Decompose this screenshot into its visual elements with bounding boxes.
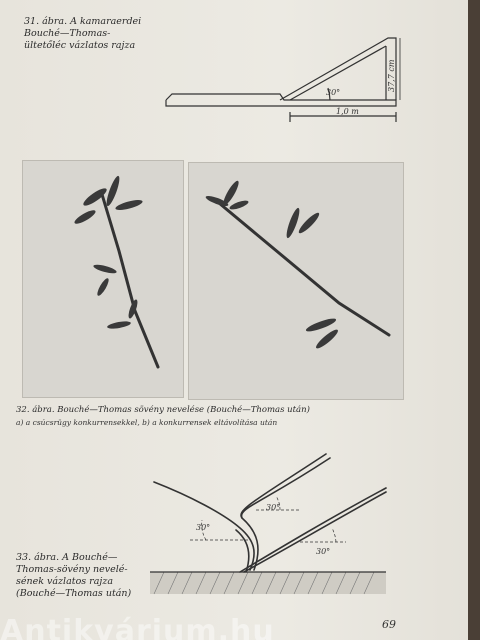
figure-33-angle-label-1: 30° — [196, 523, 211, 532]
figure-31-angle-label: 30° — [326, 88, 341, 97]
watermark-text: Antikvárium.hu — [0, 614, 275, 640]
figure-33-angle-label-3: 30° — [316, 547, 331, 556]
figure-33-caption-line-1: 33. ábra. A Bouché— — [16, 552, 118, 563]
figure-32a-photo — [22, 160, 184, 398]
figure-33-caption-line-2: Thomas-sövény nevelé- — [16, 564, 128, 575]
page-number: 69 — [382, 618, 396, 631]
figure-31-length-label: 1,0 m — [336, 107, 359, 116]
figure-31-caption-line-1: 31. ábra. A kamaraerdei — [24, 16, 142, 27]
figure-33-caption-line-4: (Bouché—Thomas után) — [16, 588, 132, 599]
figure-33-drawing — [150, 448, 400, 600]
figure-33-caption — [16, 552, 156, 600]
figure-31-drawing — [160, 30, 410, 130]
figure-31-height-label: 37,7 cm — [387, 59, 396, 92]
figure-33-angle-label-2: 30° — [266, 503, 281, 512]
figure-31-caption — [24, 16, 174, 52]
figure-31-caption-line-3: ültetőléc vázlatos rajza — [24, 40, 136, 51]
figure-33-caption-line-3: sének vázlatos rajza — [16, 576, 114, 587]
figure-32-caption: 32. ábra. Bouché—Thomas sövény nevelése (Bouché—Thomas után) — [16, 405, 310, 415]
figure-32-subcaption: a) a csúcsrügy konkurrensekkel, b) a konkurrensek eltávolítása után — [16, 418, 278, 427]
figure-31-caption-line-2: Bouché—Thomas- — [24, 28, 111, 39]
figure-32b-photo — [188, 162, 404, 400]
